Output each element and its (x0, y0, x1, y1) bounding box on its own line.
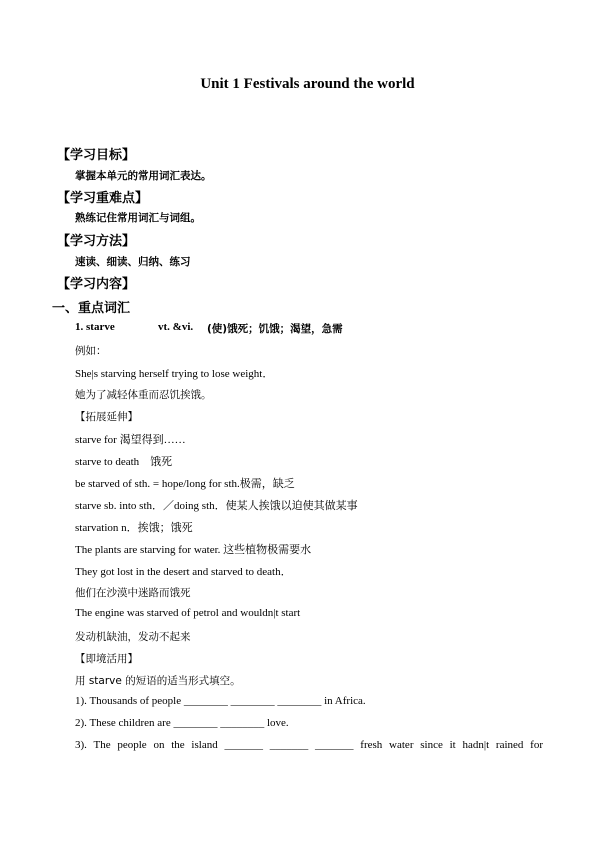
entry-part-of-speech: vt. &vi. (158, 321, 194, 333)
content-line: 【即境活用】 (75, 653, 138, 665)
content-line: The plants are starving for water. 这些植物极需要水 (75, 544, 312, 556)
content-line: 例如： (75, 345, 107, 357)
objectives-heading: 【学习目标】 (57, 148, 136, 163)
document-title: Unit 1 Festivals around the world (200, 76, 415, 92)
content-line: 他们在沙漠中迷路而饿死 (75, 587, 191, 599)
content-line: starve sb. into sth．／doing sth．使某人挨饿以迫使其做某事 (75, 500, 358, 512)
content-line: starvation n．挨饿；饿死 (75, 522, 193, 534)
content-line: They got lost in the desert and starved to death． (75, 566, 292, 578)
methods-text: 速读、细读、归纳、练习 (75, 256, 191, 268)
objectives-text: 掌握本单元的常用词汇表达。 (75, 170, 212, 182)
content-line: 1). Thousands of people ________ ________ ________ in Africa. (75, 695, 366, 707)
content-line: 她为了减轻体重而忍饥挨饿。 (75, 389, 212, 401)
content-line: starve for 渴望得到…… (75, 434, 186, 446)
keypoints-heading: 【学习重难点】 (57, 191, 149, 206)
keypoints-text: 熟练记住常用词汇与词组。 (75, 212, 201, 224)
vocab-entry (75, 321, 343, 335)
content-line: 2). These children are ________ ________ love. (75, 717, 289, 729)
methods-heading: 【学习方法】 (57, 234, 136, 249)
part-one-heading: 一、重点词汇 (52, 301, 131, 316)
entry-definition: (使)饿死；饥饿；渴望，急需 (207, 323, 343, 335)
content-heading: 【学习内容】 (57, 277, 136, 292)
content-line: 发动机缺油，发动不起来 (75, 631, 191, 643)
entry-headword: 1. starve (75, 321, 115, 333)
content-line: 【拓展延伸】 (75, 411, 138, 423)
content-line: 用 starve 的短语的适当形式填空。 (75, 675, 241, 687)
content-line: The engine was starved of petrol and wouldn|t start (75, 607, 301, 619)
content-line: be starved of sth. = hope/long for sth.极需，缺乏 (75, 478, 295, 490)
content-line: starve to death 饿死 (75, 456, 173, 468)
exercise-line-3: 3). The people on the island _______ _______ _______ fresh water since it hadn|t rained for (75, 739, 543, 751)
content-line: She|s starving herself trying to lose weight． (75, 368, 274, 380)
